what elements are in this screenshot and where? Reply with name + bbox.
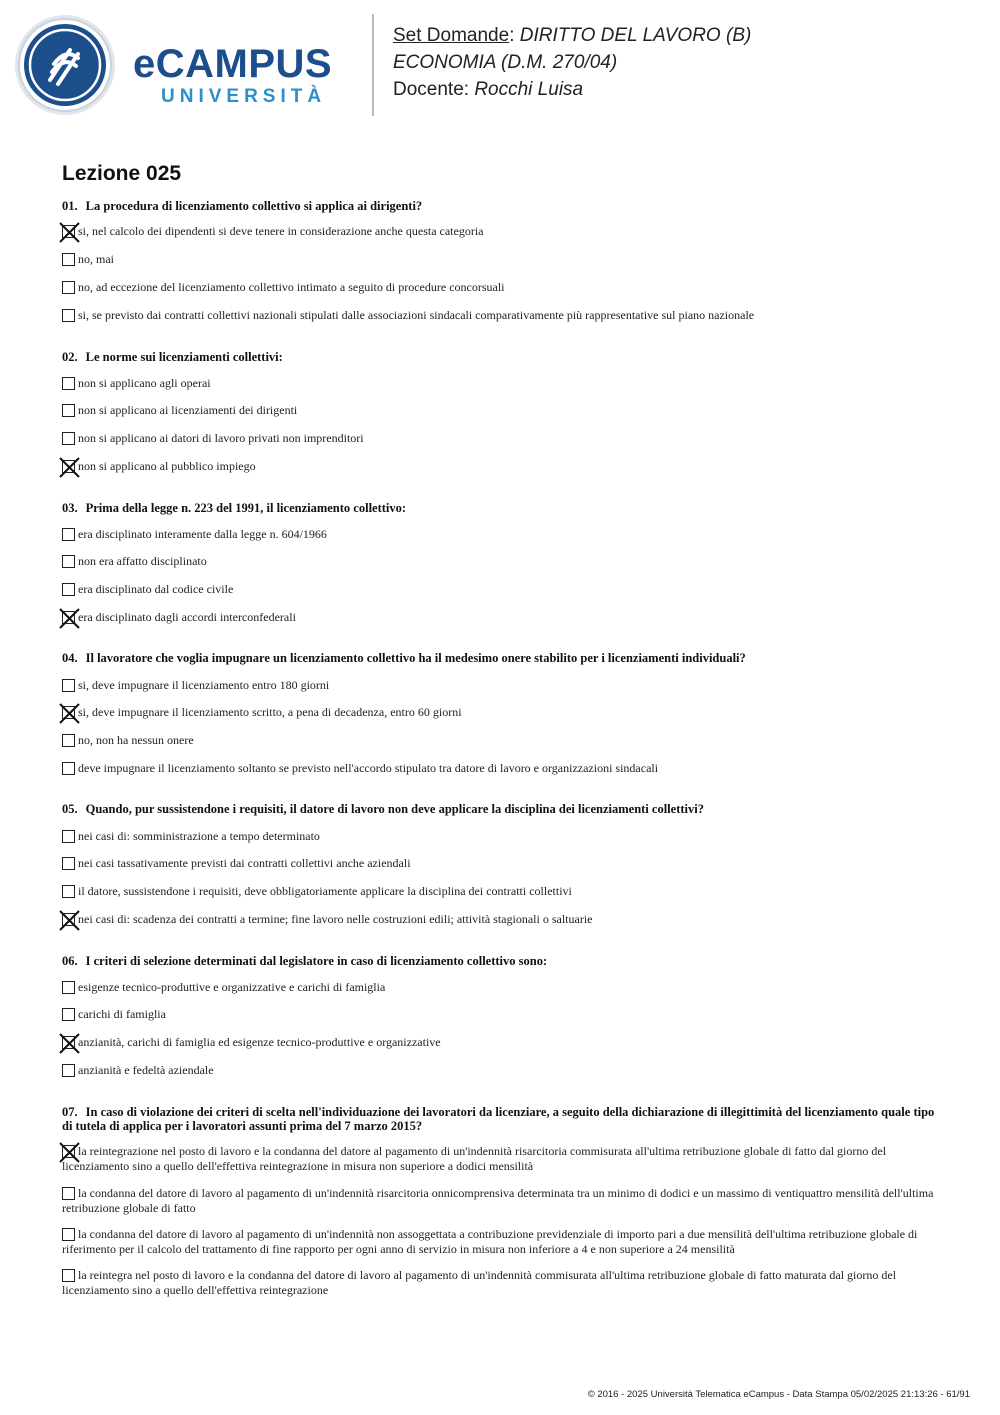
question-number: 02. [62, 350, 78, 364]
answer-text: non si applicano al pubblico impiego [78, 459, 256, 473]
answer-checkbox[interactable] [62, 1269, 75, 1282]
logo-brand: eCAMPUS [133, 42, 333, 86]
checked-x-icon [59, 703, 80, 724]
answer-checkbox[interactable] [62, 555, 75, 568]
answer-checkbox[interactable] [62, 281, 75, 294]
answer-option [62, 308, 942, 323]
question-number: 06. [62, 954, 78, 968]
ecampus-logo-wordmark [133, 42, 358, 114]
question-text: Prima della legge n. 223 del 1991, il licenziamento collettivo: [85, 501, 407, 515]
answer-option [62, 912, 942, 927]
answer-option [62, 431, 942, 446]
answer-text: il datore, sussistendone i requisiti, deve obbligatoriamente applicare la disciplina dei contratti collettivi [78, 884, 572, 898]
answer-checkbox[interactable] [62, 1145, 75, 1158]
answer-checkbox[interactable] [62, 253, 75, 266]
answer-text: nei casi di: somministrazione a tempo determinato [78, 829, 320, 843]
question-title [62, 350, 942, 364]
answer-checkbox[interactable] [62, 913, 75, 926]
answer-checkbox[interactable] [62, 1187, 75, 1200]
answer-checkbox[interactable] [62, 1008, 75, 1021]
answer-text: anzianità e fedeltà aziendale [78, 1063, 214, 1077]
answer-checkbox[interactable] [62, 225, 75, 238]
answer-option [62, 705, 942, 720]
answer-text: era disciplinato dagli accordi interconfederali [78, 610, 296, 624]
answer-text: si, deve impugnare il licenziamento entro 180 giorni [78, 678, 330, 692]
question-text: Il lavoratore che voglia impugnare un licenziamento collettivo ha il medesimo onere stabilito per i licenziamenti individuali? [85, 651, 746, 665]
question-number: 07. [62, 1105, 78, 1119]
answer-checkbox[interactable] [62, 432, 75, 445]
set-title-line1: DIRITTO DEL LAVORO (B) [519, 25, 752, 46]
docente-label: Docente: [393, 79, 470, 100]
question-text: In caso di violazione dei criteri di scelta nell'individuazione dei lavoratori da licenziare, a seguito della dichiarazione di illegittimità del licenziamento quale tipo di tutela di applica per i lavoratori assunti prima del 7 marzo 2015? [62, 1105, 935, 1133]
answer-checkbox[interactable] [62, 611, 75, 624]
answer-option [62, 1007, 942, 1022]
answer-option [62, 224, 942, 239]
answer-text: deve impugnare il licenziamento soltanto se previsto nell'accordo stipulato tra datore di lavoro e organizzazioni sindacali [78, 761, 659, 775]
answer-option [62, 1035, 942, 1050]
logo-subtitle: UNIVERSITÀ [161, 86, 327, 107]
answer-option [62, 884, 942, 899]
answer-option [62, 582, 942, 597]
answer-text: era disciplinato interamente dalla legge n. 604/1966 [78, 527, 327, 541]
answer-text: non si applicano ai licenziamenti dei dirigenti [78, 403, 298, 417]
answer-option [62, 376, 942, 391]
checked-x-icon [59, 1142, 80, 1163]
answer-text: la reintegrazione nel posto di lavoro e la condanna del datore al pagamento di un'indennità risarcitoria commisurata all'ultima retribuzione globale di fatto dal giorno del licenziamento sino a quello dell'effettiva reintegrazione in misura non superiore a dodici mensilità [62, 1144, 887, 1173]
answer-checkbox[interactable] [62, 1228, 75, 1241]
answer-option [62, 554, 942, 569]
checked-x-icon [59, 222, 80, 243]
lesson-title: Lezione 025 [62, 162, 182, 185]
answer-option [62, 1144, 942, 1174]
answer-option [62, 403, 942, 418]
answer-option [62, 280, 942, 295]
question-text: Quando, pur sussistendone i requisiti, il datore di lavoro non deve applicare la disciplina dei licenziamenti collettivi? [85, 802, 704, 816]
question-title [62, 501, 942, 515]
answer-text: non si applicano agli operai [78, 376, 211, 390]
checked-x-icon [59, 608, 80, 629]
answer-text: anzianità, carichi di famiglia ed esigenze tecnico-produttive e organizzative [78, 1035, 441, 1049]
question-title [62, 802, 942, 816]
question-text: Le norme sui licenziamenti collettivi: [85, 350, 283, 364]
answer-checkbox[interactable] [62, 762, 75, 775]
answer-checkbox[interactable] [62, 830, 75, 843]
answer-text: no, ad eccezione del licenziamento collettivo intimato a seguito di procedure concorsuali [78, 280, 505, 294]
answer-option [62, 527, 942, 542]
answer-text: la condanna del datore di lavoro al pagamento di un'indennità non assoggettata a contribuzione previdenziale di importo pari a due mensilità dell'ultima retribuzione globale di riferimento per il calcolo del trattamento di fine rapporto per ogni anno di servizio in misura non inferiore a 4 e non superiore a 24 mensilità [62, 1227, 918, 1256]
answer-checkbox[interactable] [62, 377, 75, 390]
answer-option [62, 252, 942, 267]
answer-option [62, 678, 942, 693]
answer-checkbox[interactable] [62, 734, 75, 747]
answer-option [62, 1063, 942, 1078]
answer-checkbox[interactable] [62, 309, 75, 322]
answer-text: non era affatto disciplinato [78, 554, 207, 568]
set-label: Set Domande [393, 25, 510, 46]
answer-option [62, 610, 942, 625]
answer-text: no, non ha nessun onere [78, 733, 194, 747]
answer-checkbox[interactable] [62, 528, 75, 541]
answer-checkbox[interactable] [62, 583, 75, 596]
checked-x-icon [59, 457, 80, 478]
answer-option [62, 459, 942, 474]
answer-text: era disciplinato dal codice civile [78, 582, 234, 596]
docente-name: Rocchi Luisa [474, 79, 584, 100]
answer-text: si, deve impugnare il licenziamento scritto, a pena di decadenza, entro 60 giorni [78, 705, 462, 719]
answer-option [62, 733, 942, 748]
question-title [62, 651, 942, 665]
answer-checkbox[interactable] [62, 1036, 75, 1049]
answer-text: si, nel calcolo dei dipendenti si deve tenere in considerazione anche questa categoria [78, 224, 484, 238]
answer-checkbox[interactable] [62, 885, 75, 898]
answer-text: la reintegra nel posto di lavoro e la condanna del datore di lavoro al pagamento di un'indennità commisurata all'ultima retribuzione globale di fatto maturata dal giorno del licenziamento sino a quello dell'effettiva reintegrazione [62, 1268, 897, 1297]
question-text: La procedura di licenziamento collettivo si applica ai dirigenti? [85, 199, 423, 213]
answer-option [62, 1268, 942, 1298]
answer-checkbox[interactable] [62, 857, 75, 870]
header-divider [372, 14, 374, 116]
answer-text: esigenze tecnico-produttive e organizzative e carichi di famiglia [78, 980, 386, 994]
answer-checkbox[interactable] [62, 460, 75, 473]
set-title-line2: ECONOMIA (D.M. 270/04) [393, 52, 618, 73]
answer-checkbox[interactable] [62, 679, 75, 692]
answer-text: si, se previsto dai contratti collettivi nazionali stipulati dalle associazioni sindacali comparativamente più rappresentative sul piano nazionale [78, 308, 755, 322]
checked-x-icon [59, 910, 80, 931]
question-text: I criteri di selezione determinati dal legislatore in caso di licenziamento collettivo sono: [85, 954, 548, 968]
answer-option [62, 856, 942, 871]
question-number: 04. [62, 651, 78, 665]
answer-text: nei casi tassativamente previsti dai contratti collettivi anche aziendali [78, 856, 411, 870]
question-title [62, 1105, 942, 1133]
ecampus-logo-emblem [14, 14, 116, 116]
question-title [62, 954, 942, 968]
answer-checkbox[interactable] [62, 404, 75, 417]
answer-text: no, mai [78, 252, 114, 266]
answer-checkbox[interactable] [62, 1064, 75, 1077]
answer-option [62, 761, 942, 776]
answer-text: non si applicano ai datori di lavoro privati non imprenditori [78, 431, 364, 445]
answer-option [62, 980, 942, 995]
answer-checkbox[interactable] [62, 981, 75, 994]
answer-text: carichi di famiglia [78, 1007, 166, 1021]
answer-option [62, 1186, 942, 1216]
question-number: 01. [62, 199, 78, 213]
answer-option [62, 1227, 942, 1257]
answer-text: nei casi di: scadenza dei contratti a termine; fine lavoro nelle costruzioni edili; attività stagionali o saltuarie [78, 912, 593, 926]
answer-option [62, 829, 942, 844]
answer-text: la condanna del datore di lavoro al pagamento di un'indennità risarcitoria onnicomprensiva determinata tra un minimo di dodici e un massimo di ventiquattro mensilità dell'ultima retribuzione globale di fatto [62, 1186, 934, 1215]
question-number: 03. [62, 501, 78, 515]
page-footer: © 2016 - 2025 Università Telematica eCampus - Data Stampa 05/02/2025 21:13:26 - 61/91 [587, 1389, 970, 1400]
question-title [62, 199, 942, 213]
answer-checkbox[interactable] [62, 706, 75, 719]
question-number: 05. [62, 802, 78, 816]
checked-x-icon [59, 1033, 80, 1054]
header-info: Set Domande: DIRITTO DEL LAVORO (B) ECONOMIA (D.M. 270/04) Docente: Rocchi Luisa [393, 25, 752, 100]
